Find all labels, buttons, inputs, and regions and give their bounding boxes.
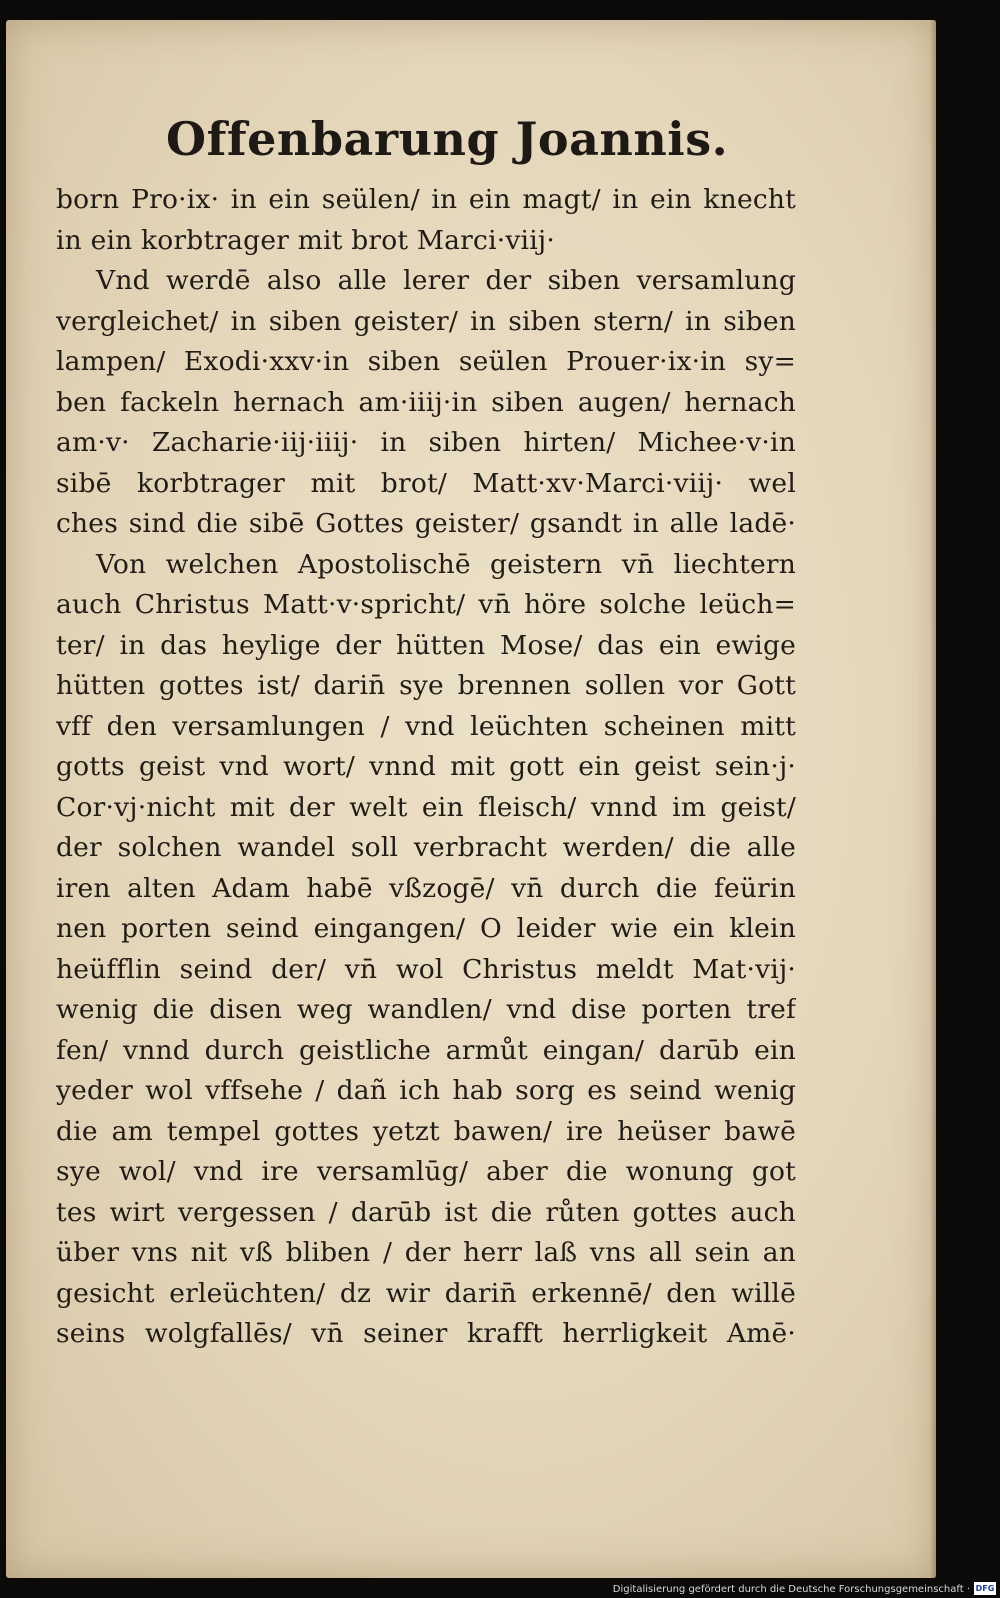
text-line: Cor·vj·nicht mit der welt ein fleisch/ vnnd im geist/ [56,791,796,823]
text-line: in ein korbtrager mit brot Marci·viij· [56,224,555,256]
text-line: yeder wol vffsehe / dañ ich hab sorg es seind wenig [56,1075,796,1106]
text-line: sibē korbtrager mit brot/ Matt·xv·Marci·viij· wel [56,467,796,499]
text-line: ben fackeln hernach am·iiij·in siben augen/ hernach [56,386,796,418]
text-line: vff den versamlungen / vnd leüchten scheinen mitt [56,710,796,742]
dfg-logo-icon: DFG [975,1584,995,1593]
text-line: nen porten seind eingangen/ O leider wie ein klein [56,913,796,944]
text-line: fen/ vnnd durch geistliche armůt eingan/ darūb ein [56,1034,796,1066]
text-line: über vns nit vß bliben / der herr laß vns all sein an [56,1237,796,1268]
text-block [56,180,796,1355]
book-page [6,20,936,1578]
page-edge-shadow [930,20,936,1578]
footer-bar [0,1578,1000,1598]
text-line: seins wolgfallēs/ vn̄ seiner krafft herrligkeit Amē· [56,1318,796,1349]
text-line: am·v· Zacharie·iij·iiij· in siben hirten/ Michee·v·in [56,427,796,458]
text-line: ches sind die sibē Gottes geister/ gsandt in alle ladē· [56,508,796,539]
text-line: hütten gottes ist/ darin̄ sye brennen sollen vor Gott [56,670,796,701]
text-line: tes wirt vergessen / darūb ist die růten gottes auch [56,1196,796,1228]
text-line: ter/ in das heylige der hütten Mose/ das ein ewige [56,629,796,661]
text-line: born Pro·ix· in ein seülen/ in ein magt/ in ein knecht [56,184,796,215]
text-line: gotts geist vnd wort/ vnnd mit gott ein geist sein·j· [56,751,796,782]
paragraph-start-line: Vnd werdē also alle lerer der siben versamlung [96,265,796,296]
text-line: sye wol/ vnd ire versamlūg/ aber die wonung got [56,1156,796,1187]
text-line: vergleichet/ in siben geister/ in siben stern/ in siben [56,305,796,337]
text-line: lampen/ Exodi·xxv·in siben seülen Prouer·ix·in sy= [56,346,796,377]
text-line: die am tempel gottes yetzt bawen/ ire heüser bawē [56,1115,796,1147]
text-line: heüfflin seind der/ vn̄ wol Christus meldt Mat·vij· [56,953,796,985]
funding-credit: Digitalisierung gefördert durch die Deutsche Forschungsgemeinschaft · [612,1584,970,1595]
text-line: iren alten Adam habē vßzogē/ vn̄ durch die feürin [56,872,796,904]
text-line: gesicht erleüchten/ dz wir darin̄ erkennē/ den willē [56,1277,796,1309]
running-head: Offenbarung Joannis. [166,112,729,166]
paragraph-start-line: Von welchen Apostolischē geistern vn̄ liechtern [96,548,796,580]
text-line: auch Christus Matt·v·spricht/ vn̄ höre solche leüch= [56,589,796,620]
text-line: der solchen wandel soll verbracht werden/ die alle [56,832,796,863]
text-line: wenig die disen weg wandlen/ vnd dise porten tref [56,994,796,1025]
